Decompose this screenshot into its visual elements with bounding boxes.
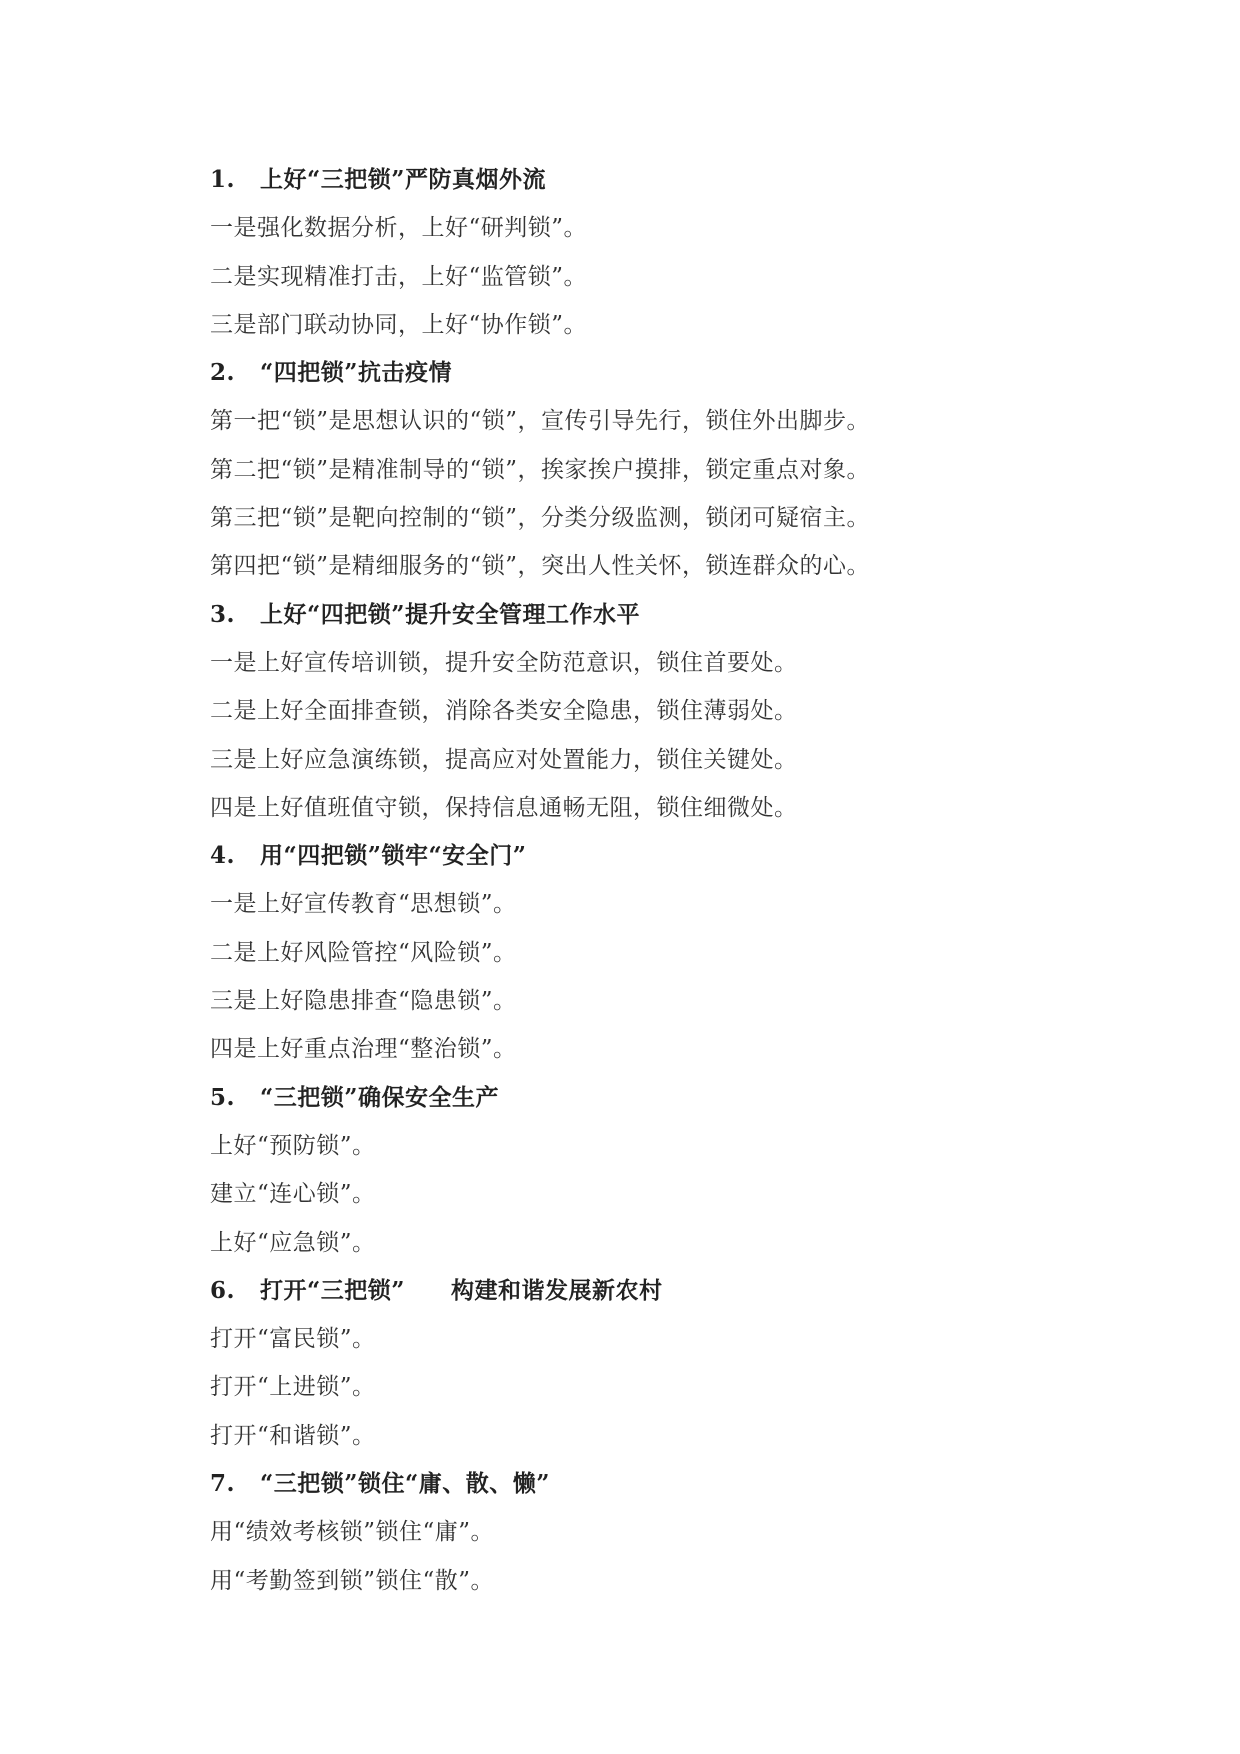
section-heading [210,156,1030,204]
section-heading [210,1460,1030,1508]
list-item: 打开“富民锁”。 [210,1326,376,1353]
section-heading [210,1267,1030,1315]
list-item: 用“绩效考核锁”锁住“庸”。 [210,1519,495,1546]
section-heading [210,349,1030,397]
list-item: 上好“预防锁”。 [210,1132,376,1159]
list-item: 二是实现精准打击，上好“监管锁”。 [210,263,588,290]
list-item: 建立“连心锁”。 [210,1181,376,1208]
section-title-part2: 构建和谐发展新农村 [450,1276,663,1304]
list-item: 一是强化数据分析，上好“研判锁”。 [210,215,588,242]
list-item: 三是上好应急演练锁，提高应对处置能力，锁住关键处。 [210,746,798,773]
list-item: 用“考勤签到锁”锁住“散”。 [210,1567,495,1594]
section-number: 2. [210,359,236,387]
section-number: 6. [210,1276,236,1304]
section-title: “四把锁”抗击疫情 [260,359,452,387]
list-item: 三是上好隐患排查“隐患锁”。 [210,988,517,1015]
section-heading [210,1074,1030,1122]
section-title: 上好“三把锁”严防真烟外流 [260,166,546,193]
section-number: 3. [210,600,236,628]
list-item: 四是上好重点治理“整治锁”。 [210,1036,517,1063]
list-item: 第一把“锁”是思想认识的“锁”，宣传引导先行，锁住外出脚步。 [210,408,871,435]
section-number: 7. [210,1470,236,1498]
section-number: 1. [210,166,236,193]
list-item: 二是上好全面排查锁，消除各类安全隐患，锁住薄弱处。 [210,698,798,725]
list-item: 打开“和谐锁”。 [210,1422,376,1449]
list-item: 打开“上进锁”。 [210,1374,376,1401]
list-item: 第二把“锁”是精准制导的“锁”，挨家挨户摸排，锁定重点对象。 [210,456,871,483]
section-title: “三把锁”确保安全生产 [260,1083,499,1111]
list-item: 二是上好风险管控“风险锁”。 [210,939,517,966]
section-title: 上好“四把锁”提升安全管理工作水平 [260,600,640,628]
section-heading [210,832,1030,880]
list-item: 第四把“锁”是精细服务的“锁”，突出人性关怀，锁连群众的心。 [210,553,871,580]
section-number: 5. [210,1083,236,1111]
section-heading [210,591,1030,639]
section-title: 打开“三把锁” [260,1276,405,1304]
list-item: 三是部门联动协同，上好“协作锁”。 [210,311,588,338]
section-number: 4. [210,842,236,870]
section-title: 用“四把锁”锁牢“安全门” [260,842,527,870]
list-item: 一是上好宣传培训锁，提升安全防范意识，锁住首要处。 [210,649,798,676]
document-content [210,156,1030,1605]
list-item: 一是上好宣传教育“思想锁”。 [210,891,517,918]
list-item: 上好“应急锁”。 [210,1229,376,1256]
section-title: “三把锁”锁住“庸、散、懒” [260,1470,550,1498]
list-item: 第三把“锁”是靶向控制的“锁”，分类分级监测，锁闭可疑宿主。 [210,505,871,532]
list-item: 四是上好值班值守锁，保持信息通畅无阻，锁住细微处。 [210,794,798,821]
